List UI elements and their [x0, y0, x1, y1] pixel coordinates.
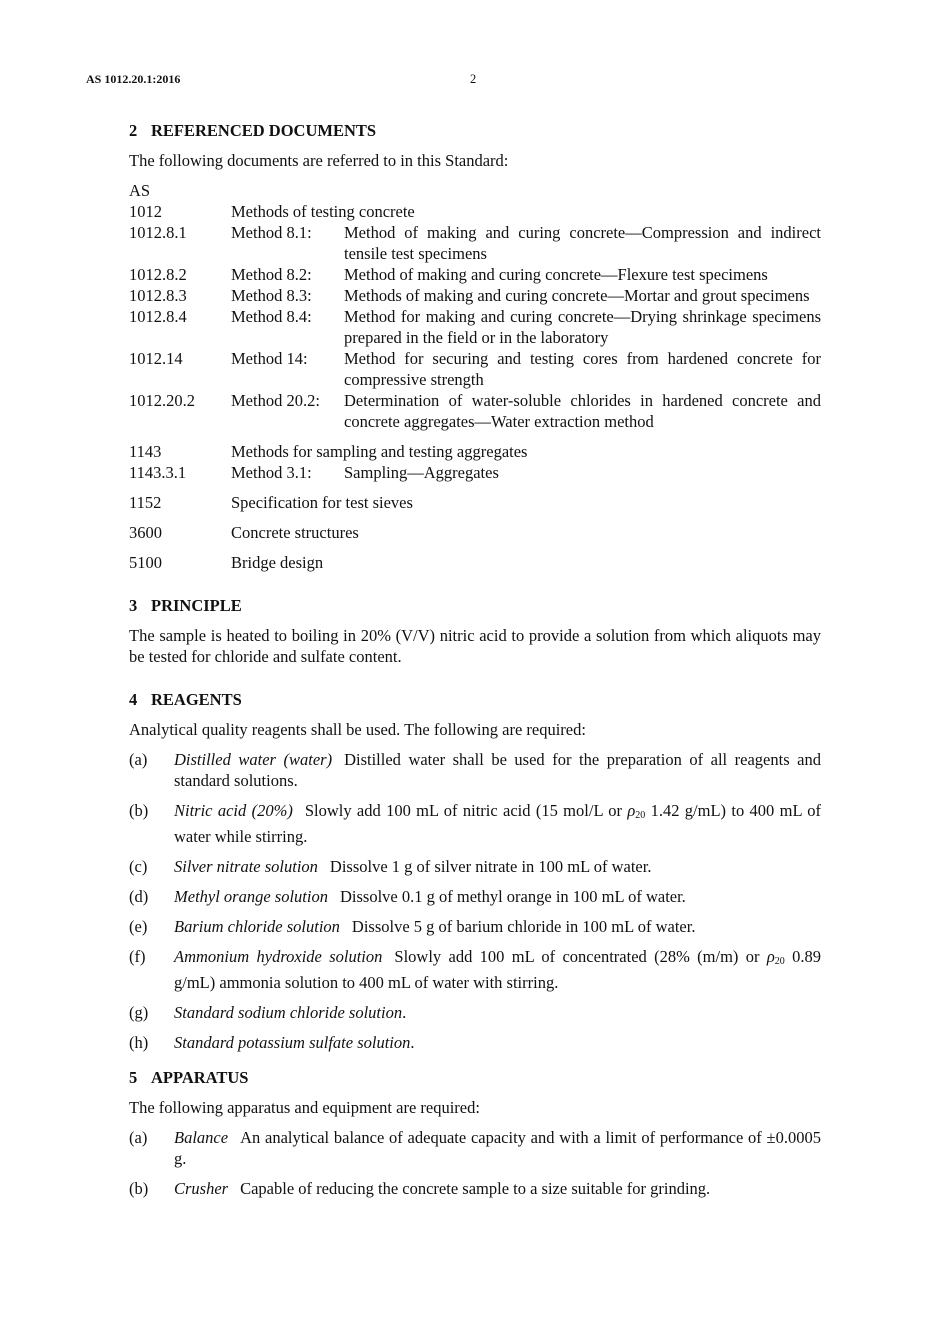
ref-row: 3600 Concrete structures: [129, 523, 359, 542]
ref-series: AS: [129, 181, 151, 200]
section-intro: The following apparatus and equipment are required:: [129, 1098, 480, 1117]
page-body: [129, 120, 821, 1208]
referenced-documents-list: [129, 180, 821, 573]
list-item: (e) Barium chloride solution Dissolve 5 g of barium chloride in 100 mL of water.: [129, 917, 696, 936]
ref-row: 1012.14 Method 14: Method for securing and testing cores from hardened concrete for compressive strength: [129, 349, 821, 389]
list-item: (f) Ammonium hydroxide solution Slowly add 100 mL of concentrated (28% (m/m) or $\rho_{20}$ 0.89 g/mL) ammonia solution to 400 mL of water with stirring.: [129, 947, 822, 992]
apparatus-list: [129, 1127, 821, 1199]
ref-row: 1143 Methods for sampling and testing aggregates: [129, 442, 528, 461]
list-item: (g) Standard sodium chloride solution.: [129, 1003, 407, 1022]
list-item: (a) Distilled water (water) Distilled water shall be used for the preparation of all reagents and standard solutions.: [129, 750, 821, 790]
list-item: (h) Standard potassium sulfate solution.: [129, 1033, 415, 1052]
list-item: (b) Crusher Capable of reducing the concrete sample to a size suitable for grinding.: [129, 1179, 711, 1198]
list-item: (d) Methyl orange solution Dissolve 0.1 g of methyl orange in 100 mL of water.: [129, 887, 686, 906]
page-number: 2: [470, 72, 477, 86]
section-heading-principle: 3 PRINCIPLE: [129, 596, 242, 615]
ref-row: 1012.8.1 Method 8.1: Method of making and curing concrete—Compression and indirect tensile test specimens: [129, 223, 821, 263]
ref-row: 5100 Bridge design: [129, 553, 324, 572]
ref-row: 1012.8.3 Method 8.3: Methods of making and curing concrete—Mortar and grout specimens: [129, 286, 810, 305]
ref-row: 1012 Methods of testing concrete: [129, 202, 415, 221]
section-heading-apparatus: 5 APPARATUS: [129, 1068, 249, 1087]
list-item: (c) Silver nitrate solution Dissolve 1 g of silver nitrate in 100 mL of water.: [129, 857, 652, 876]
list-item: (a) Balance An analytical balance of adequate capacity and with a limit of performance of ±0.0005 g.: [129, 1128, 821, 1168]
section-heading-reagents: 4 REAGENTS: [129, 690, 242, 709]
principle-text: The sample is heated to boiling in 20% (V/V) nitric acid to provide a solution from which aliquots may be tested for chloride and sulfate content.: [129, 626, 821, 666]
reagents-list: [129, 749, 821, 1053]
section-intro: Analytical quality reagents shall be used. The following are required:: [129, 720, 586, 739]
ref-row: 1143.3.1 Method 3.1: Sampling—Aggregates: [129, 463, 499, 482]
ref-row: 1152 Specification for test sieves: [129, 493, 413, 512]
list-item: (b) Nitric acid (20%) Slowly add 100 mL of nitric acid (15 mol/L or $\rho_{20}$ 1.42 g/mL) to 400 mL of water while stirring.: [129, 801, 822, 846]
ref-row: 1012.8.4 Method 8.4: Method for making and curing concrete—Drying shrinkage specimens prepared in the field or in the laboratory: [129, 307, 821, 347]
ref-row: 1012.20.2 Method 20.2: Determination of water-soluble chlorides in hardened concrete and concrete aggregates—Water extraction method: [129, 391, 821, 431]
ref-row: 1012.8.2 Method 8.2: Method of making and curing concrete—Flexure test specimens: [129, 265, 768, 284]
section-heading-referenced-documents: 2 REFERENCED DOCUMENTS: [129, 121, 377, 140]
section-intro: The following documents are referred to in this Standard:: [129, 151, 509, 170]
running-head: AS 1012.20.1:2016: [86, 72, 181, 86]
